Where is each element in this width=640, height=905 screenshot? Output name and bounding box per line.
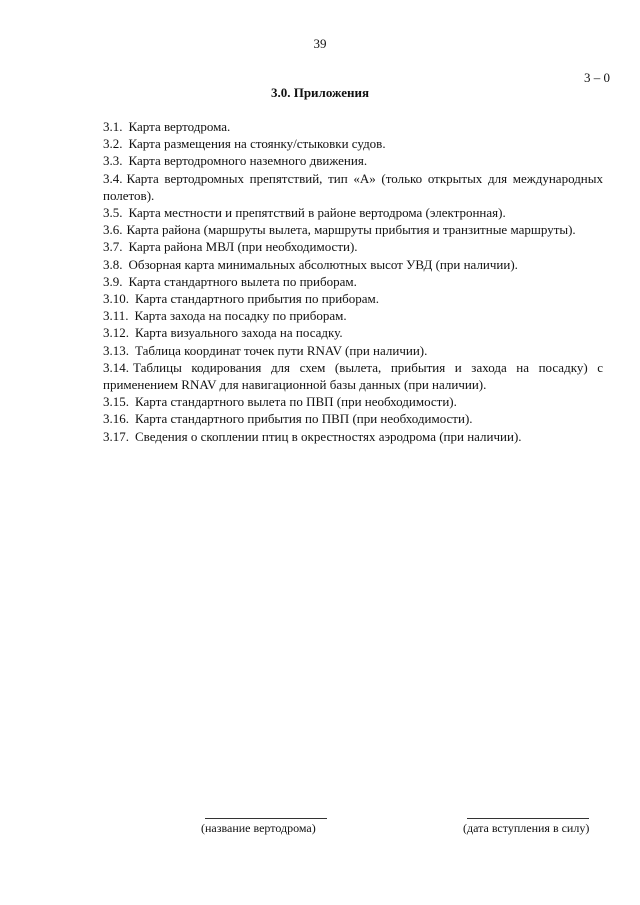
list-item	[103, 307, 603, 324]
page-title: 3.0. Приложения	[270, 85, 370, 100]
list-item-number: 3.9.	[103, 273, 123, 289]
list-item-number: 3.15.	[103, 394, 129, 410]
section-code: 3 – 0	[584, 70, 610, 85]
list-item	[103, 342, 603, 359]
list-item-number: 3.8.	[103, 256, 123, 272]
page-number: 39	[313, 36, 327, 51]
list-item-text: Карта стандартного прибытия по ПВП (при необходимости).	[135, 411, 473, 427]
list-item-text: Карта размещения на стоянку/стыковки судов.	[128, 136, 386, 152]
list-item-number: 3.1.	[103, 119, 123, 134]
list-item-text: Сведения о скоплении птиц в окрестностях аэродрома (при наличии).	[135, 428, 522, 444]
list-item-text: Карта захода на посадку по приборам.	[134, 308, 347, 324]
list-item	[103, 428, 603, 445]
caption-heliport-name: (название вертодрома)	[201, 821, 316, 835]
list-item-number: 3.16.	[103, 411, 129, 427]
list-item-text: Карта вертодромных препятствий, тип «А» (только открытых для международных полетов).	[103, 170, 603, 203]
list-item-text: Карта визуального захода на посадку.	[135, 325, 343, 341]
list-item-number: 3.6.	[103, 222, 123, 238]
list-item	[103, 410, 603, 427]
list-item-number: 3.4.	[103, 170, 123, 186]
list-item-text: Карта стандартного вылета по ПВП (при необходимости).	[135, 394, 457, 410]
list-item-number: 3.3.	[103, 153, 123, 169]
list-item	[103, 152, 603, 169]
list-item	[103, 118, 603, 135]
list-item-number: 3.14.	[103, 359, 129, 375]
list-item-number: 3.10.	[103, 291, 129, 307]
list-item	[103, 256, 603, 273]
list-item-text: Таблица координат точек пути RNAV (при наличии).	[135, 342, 428, 358]
list-item	[103, 359, 603, 393]
list-item	[103, 170, 603, 204]
list-item-number: 3.7.	[103, 239, 123, 255]
list-item-text: Карта района МВЛ (при необходимости).	[128, 239, 358, 255]
list-item-number: 3.2.	[103, 136, 123, 152]
list-item	[103, 273, 603, 290]
appendix-list	[103, 118, 603, 445]
list-item	[103, 204, 603, 221]
list-item	[103, 290, 603, 307]
list-item	[103, 135, 603, 152]
list-item	[103, 238, 603, 255]
list-item	[103, 221, 603, 238]
list-item	[103, 393, 603, 410]
list-item	[103, 324, 603, 341]
list-item-text: Таблицы кодирования для схем (вылета, прибытия и захода на посадку) с применением RNAV для навигационной базы данных (при наличии).	[103, 359, 603, 393]
list-item-text: Обзорная карта минимальных абсолютных высот УВД (при наличии).	[128, 256, 518, 272]
signature-line-date	[467, 818, 589, 819]
list-item-text: Карта местности и препятствий в районе вертодрома (электронная).	[128, 205, 506, 221]
caption-effective-date: (дата вступления в силу)	[463, 821, 590, 835]
list-item-text: Карта района (маршруты вылета, маршруты прибытия и транзитные маршруты).	[126, 222, 576, 238]
list-item-text: Карта стандартного прибытия по приборам.	[135, 291, 380, 307]
list-item-text: Карта вертодромного наземного движения.	[128, 153, 368, 169]
list-item-number: 3.11.	[103, 308, 129, 324]
signature-line-heliport	[205, 818, 327, 819]
list-item-text: Карта вертодрома.	[128, 119, 231, 134]
list-item-text: Карта стандартного вылета по приборам.	[128, 273, 357, 289]
list-item-number: 3.17.	[103, 428, 129, 444]
list-item-number: 3.13.	[103, 342, 129, 358]
list-item-number: 3.12.	[103, 325, 129, 341]
list-item-number: 3.5.	[103, 205, 123, 221]
